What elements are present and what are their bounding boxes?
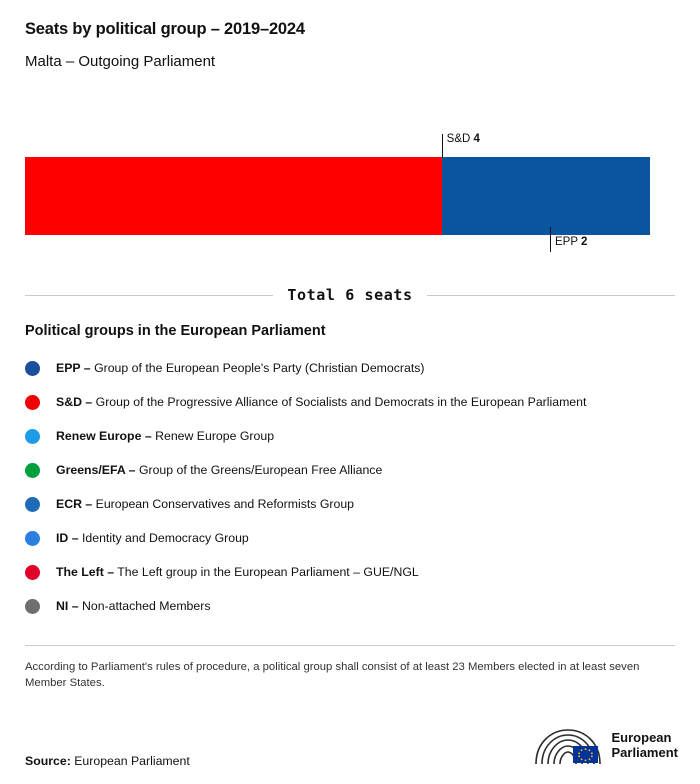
bar-label-sd bbox=[442, 133, 480, 145]
legend-label-sd bbox=[56, 395, 586, 409]
list-item bbox=[25, 555, 675, 589]
legend-abbr-sd: S&D – bbox=[56, 395, 93, 409]
ep-wordmark-line1: European bbox=[611, 730, 672, 746]
legend-label-left bbox=[56, 565, 419, 579]
source-row bbox=[25, 754, 190, 768]
legend-abbr-ni: NI – bbox=[56, 599, 79, 613]
list-item bbox=[25, 351, 675, 385]
legend-color-dot-renew bbox=[25, 429, 40, 444]
legend-label-greens bbox=[56, 463, 382, 477]
bar-segment-epp bbox=[442, 157, 650, 235]
ep-wordmark bbox=[612, 731, 678, 761]
list-item bbox=[25, 487, 675, 521]
legend-abbr-renew: Renew Europe – bbox=[56, 429, 152, 443]
list-item bbox=[25, 589, 675, 623]
bar-label-sd-value: 4 bbox=[473, 133, 480, 145]
legend-label-id bbox=[56, 531, 249, 545]
footnote-divider bbox=[25, 645, 675, 646]
source-value: European Parliament bbox=[74, 754, 190, 768]
legend-name-id: Identity and Democracy Group bbox=[81, 531, 249, 545]
legend-title: Political groups in the European Parliament bbox=[25, 323, 326, 339]
legend-color-dot-epp bbox=[25, 361, 40, 376]
legend-label-ecr bbox=[56, 497, 354, 511]
legend-name-ni: Non-attached Members bbox=[81, 599, 211, 613]
total-rule-left bbox=[25, 295, 273, 296]
total-seats-label: Total 6 seats bbox=[287, 286, 413, 304]
page-subtitle: Malta – Outgoing Parliament bbox=[25, 53, 216, 70]
legend-label-ni bbox=[56, 599, 210, 613]
legend-abbr-id: ID – bbox=[56, 531, 79, 545]
bar-label-epp-name: EPP bbox=[555, 236, 578, 248]
ep-hemicycle-icon bbox=[532, 724, 604, 768]
legend-abbr-epp: EPP – bbox=[56, 361, 91, 375]
legend-name-renew: Renew Europe Group bbox=[155, 429, 275, 443]
legend-label-epp bbox=[56, 361, 424, 375]
list-item bbox=[25, 453, 675, 487]
bar-label-epp bbox=[550, 236, 587, 248]
legend-color-dot-left bbox=[25, 565, 40, 580]
legend-abbr-greens: Greens/EFA – bbox=[56, 463, 136, 477]
legend-color-dot-ecr bbox=[25, 497, 40, 512]
footnote-text: According to Parliament's rules of procedure, a political group shall consist of at least 23 Members elected in at least seven Member States. bbox=[25, 661, 640, 690]
list-item bbox=[25, 385, 675, 419]
list-item bbox=[25, 419, 675, 453]
legend-name-greens: Group of the Greens/European Free Alliance bbox=[138, 463, 383, 477]
legend-color-dot-id bbox=[25, 531, 40, 546]
bar-label-sd-name: S&D bbox=[446, 133, 471, 145]
legend-color-dot-greens bbox=[25, 463, 40, 478]
page-title: Seats by political group – 2019–2024 bbox=[25, 20, 305, 38]
european-parliament-logo bbox=[532, 724, 678, 768]
bar-segment-sd bbox=[25, 157, 442, 235]
legend-name-epp: Group of the European People's Party (Christian Democrats) bbox=[94, 361, 425, 375]
seats-bar-chart bbox=[25, 128, 675, 248]
legend-abbr-ecr: ECR – bbox=[56, 497, 93, 511]
total-seats-row bbox=[25, 286, 675, 304]
legend-abbr-left: The Left – bbox=[56, 565, 115, 579]
legend-list bbox=[25, 351, 675, 623]
ep-wordmark-line2: Parliament bbox=[611, 745, 678, 760]
source-label: Source: bbox=[25, 754, 71, 768]
legend-label-renew bbox=[56, 429, 274, 443]
bar-label-epp-value: 2 bbox=[581, 236, 588, 248]
list-item bbox=[25, 521, 675, 555]
legend-name-left: The Left group in the European Parliament – GUE/NGL bbox=[117, 565, 419, 579]
legend-name-ecr: European Conservatives and Reformists Group bbox=[95, 497, 355, 511]
total-rule-right bbox=[427, 295, 675, 296]
legend-color-dot-sd bbox=[25, 395, 40, 410]
legend-color-dot-ni bbox=[25, 599, 40, 614]
stacked-bar bbox=[25, 157, 650, 235]
legend-name-sd: Group of the Progressive Alliance of Socialists and Democrats in the European Parliament bbox=[95, 395, 587, 409]
